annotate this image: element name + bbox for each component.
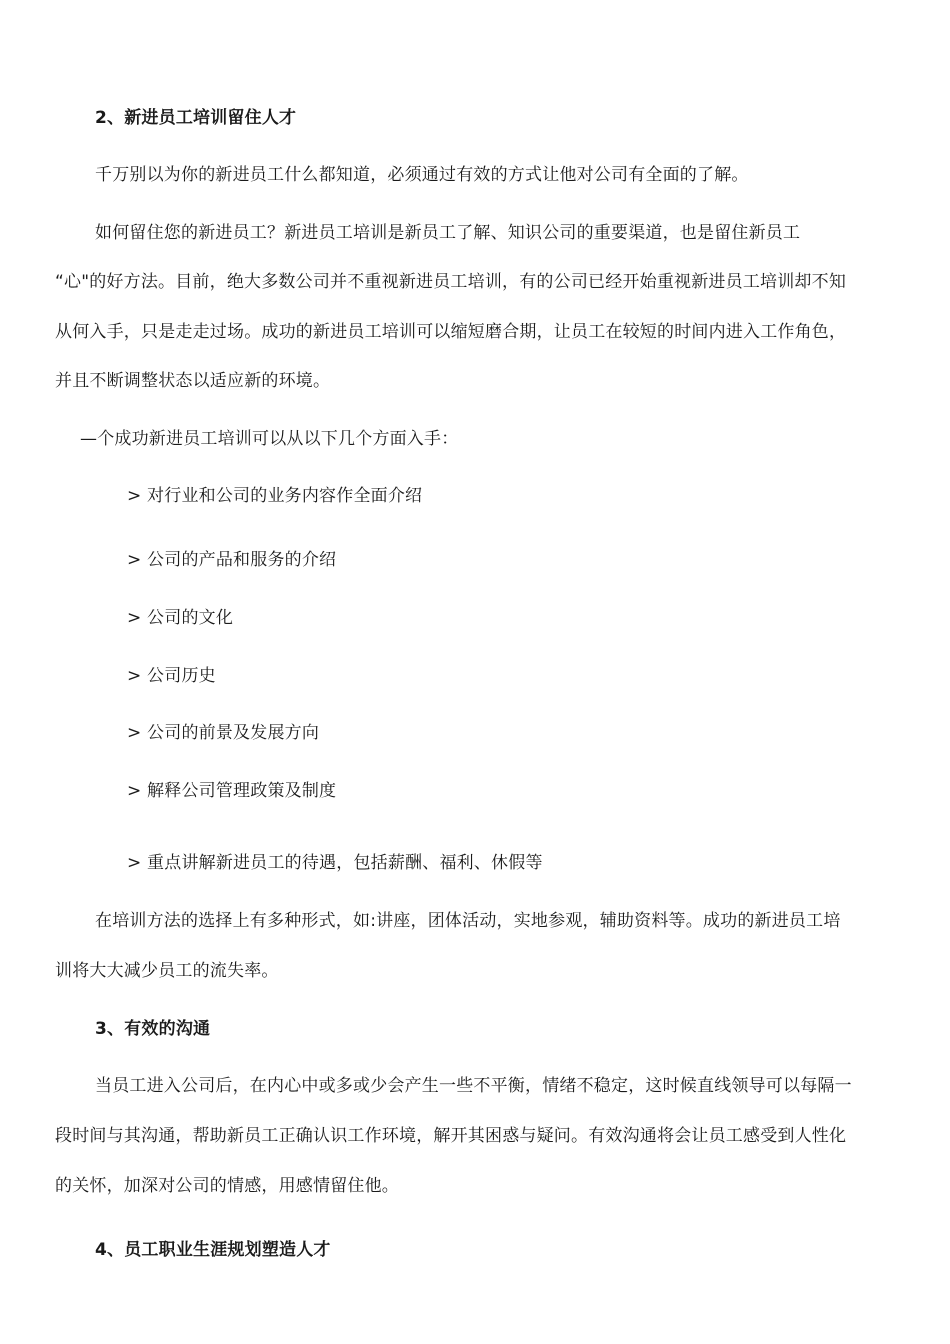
bullet-item: > 公司历史 xyxy=(127,666,216,686)
bullet-item: > 公司的前景及发展方向 xyxy=(127,723,320,743)
section-2-paragraph-2-line-2: “心"的好方法。目前，绝大多数公司并不重视新进员工培训，有的公司已经开始重视新进员工培训却不知 xyxy=(55,272,847,292)
section-2-paragraph-2-line-1: 如何留住您的新进员工？新进员工培训是新员工了解、知识公司的重要渠道，也是留住新员工 xyxy=(95,223,801,243)
section-4-heading: 4、员工职业生涯规划塑造人才 xyxy=(95,1240,331,1260)
section-3-heading: 3、有效的沟通 xyxy=(95,1019,211,1039)
training-intro: —个成功新进员工培训可以从以下几个方面入手： xyxy=(80,429,459,449)
section-2-paragraph-3-line-2: 训将大大减少员工的流失率。 xyxy=(55,961,279,981)
section-2-paragraph-2-line-4: 并且不断调整状态以适应新的环境。 xyxy=(55,371,331,391)
section-3-paragraph-line-3: 的关怀，加深对公司的情感，用感情留住他。 xyxy=(55,1176,399,1196)
section-2-heading: 2、新进员工培训留住人才 xyxy=(95,108,297,128)
section-2-paragraph-3-line-1: 在培训方法的选择上有多种形式，如:讲座，团体活动，实地参观，辅助资料等。成功的新进员工培 xyxy=(95,911,841,931)
section-2-paragraph-2-line-3: 从何入手，只是走走过场。成功的新进员工培训可以缩短磨合期，让员工在较短的时间内进入工作角色， xyxy=(55,322,847,342)
section-3-paragraph-line-2: 段时间与其沟通，帮助新员工正确认识工作环境，解开其困惑与疑问。有效沟通将会让员工感受到人性化 xyxy=(55,1126,847,1146)
section-3-paragraph-line-1: 当员工进入公司后，在内心中或多或少会产生一些不平衡，情绪不稳定，这时候直线领导可以每隔一 xyxy=(95,1076,852,1096)
bullet-item: > 公司的文化 xyxy=(127,608,234,628)
bullet-item: > 重点讲解新进员工的待遇，包括薪酬、福利、休假等 xyxy=(127,853,543,873)
section-2-paragraph-1: 千万别以为你的新进员工什么都知道，必须通过有效的方式让他对公司有全面的了解。 xyxy=(95,165,749,185)
bullet-item: > 对行业和公司的业务内容作全面介绍 xyxy=(127,486,423,506)
bullet-item: > 解释公司管理政策及制度 xyxy=(127,781,337,801)
bullet-item: > 公司的产品和服务的介绍 xyxy=(127,550,337,570)
